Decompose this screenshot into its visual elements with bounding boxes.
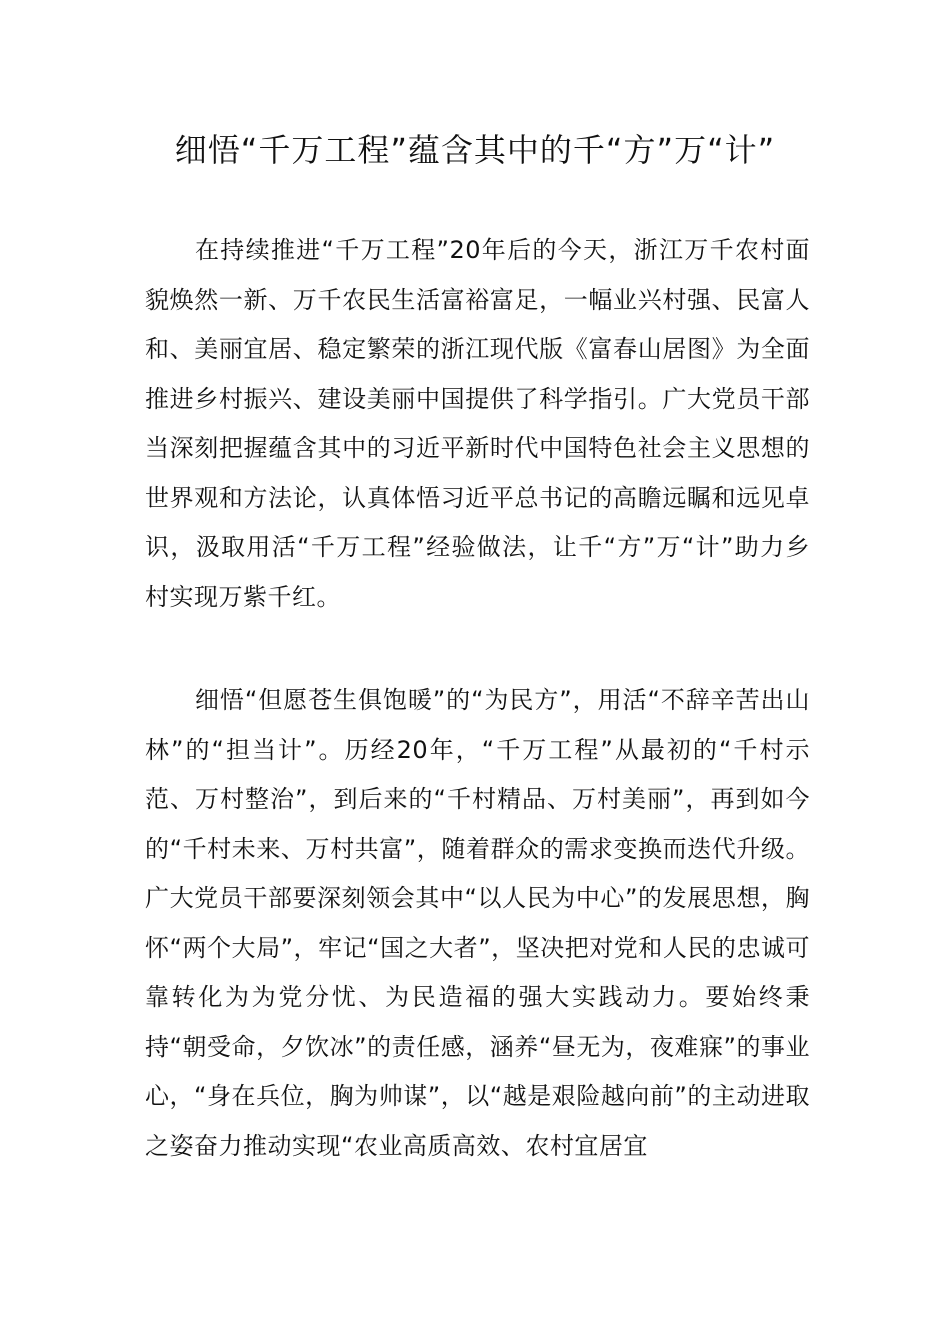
paragraph-people-centered: 细悟“但愿苍生俱饱暖”的“为民方”，用活“不辞辛苦出山林”的“担当计”。历经20年，“千万工程”从最初的“千村示范、万村整治”，到后来的“千村精品、万村美丽”，再到如今的“千村未来、万村共富”，随着群众的需求变换而迭代升级。广大党员干部要深刻领会其中“以人民为中心”的发展思想，胸怀“两个大局”，牢记“国之大者”，坚决把对党和人民的忠诚可靠转化为为党分忧、为民造福的强大实践动力。要始终秉持“朝受命，夕饮冰”的责任感，涵养“昼无为，夜难寐”的事业心，“身在兵位，胸为帅谋”，以“越是艰险越向前”的主动进取之姿奋力推动实现“农业高质高效、农村宜居宜 [145,686,810,1160]
document-title: 细悟“千万工程”蕴含其中的千“方”万“计” [174,131,776,169]
paragraph-intro: 在持续推进“千万工程”20年后的今天，浙江万千农村面貌焕然一新、万千农民生活富裕富足，一幅业兴村强、民富人和、美丽宜居、稳定繁荣的浙江现代版《富春山居图》为全面推进乡村振兴、建设美丽中国提供了科学指引。广大党员干部当深刻把握蕴含其中的习近平新时代中国特色社会主义思想的世界观和方法论，认真体悟习近平总书记的高瞻远瞩和远见卓识，汲取用活“千万工程”经验做法，让千“方”万“计”助力乡村实现万紫千红。 [145,236,810,611]
